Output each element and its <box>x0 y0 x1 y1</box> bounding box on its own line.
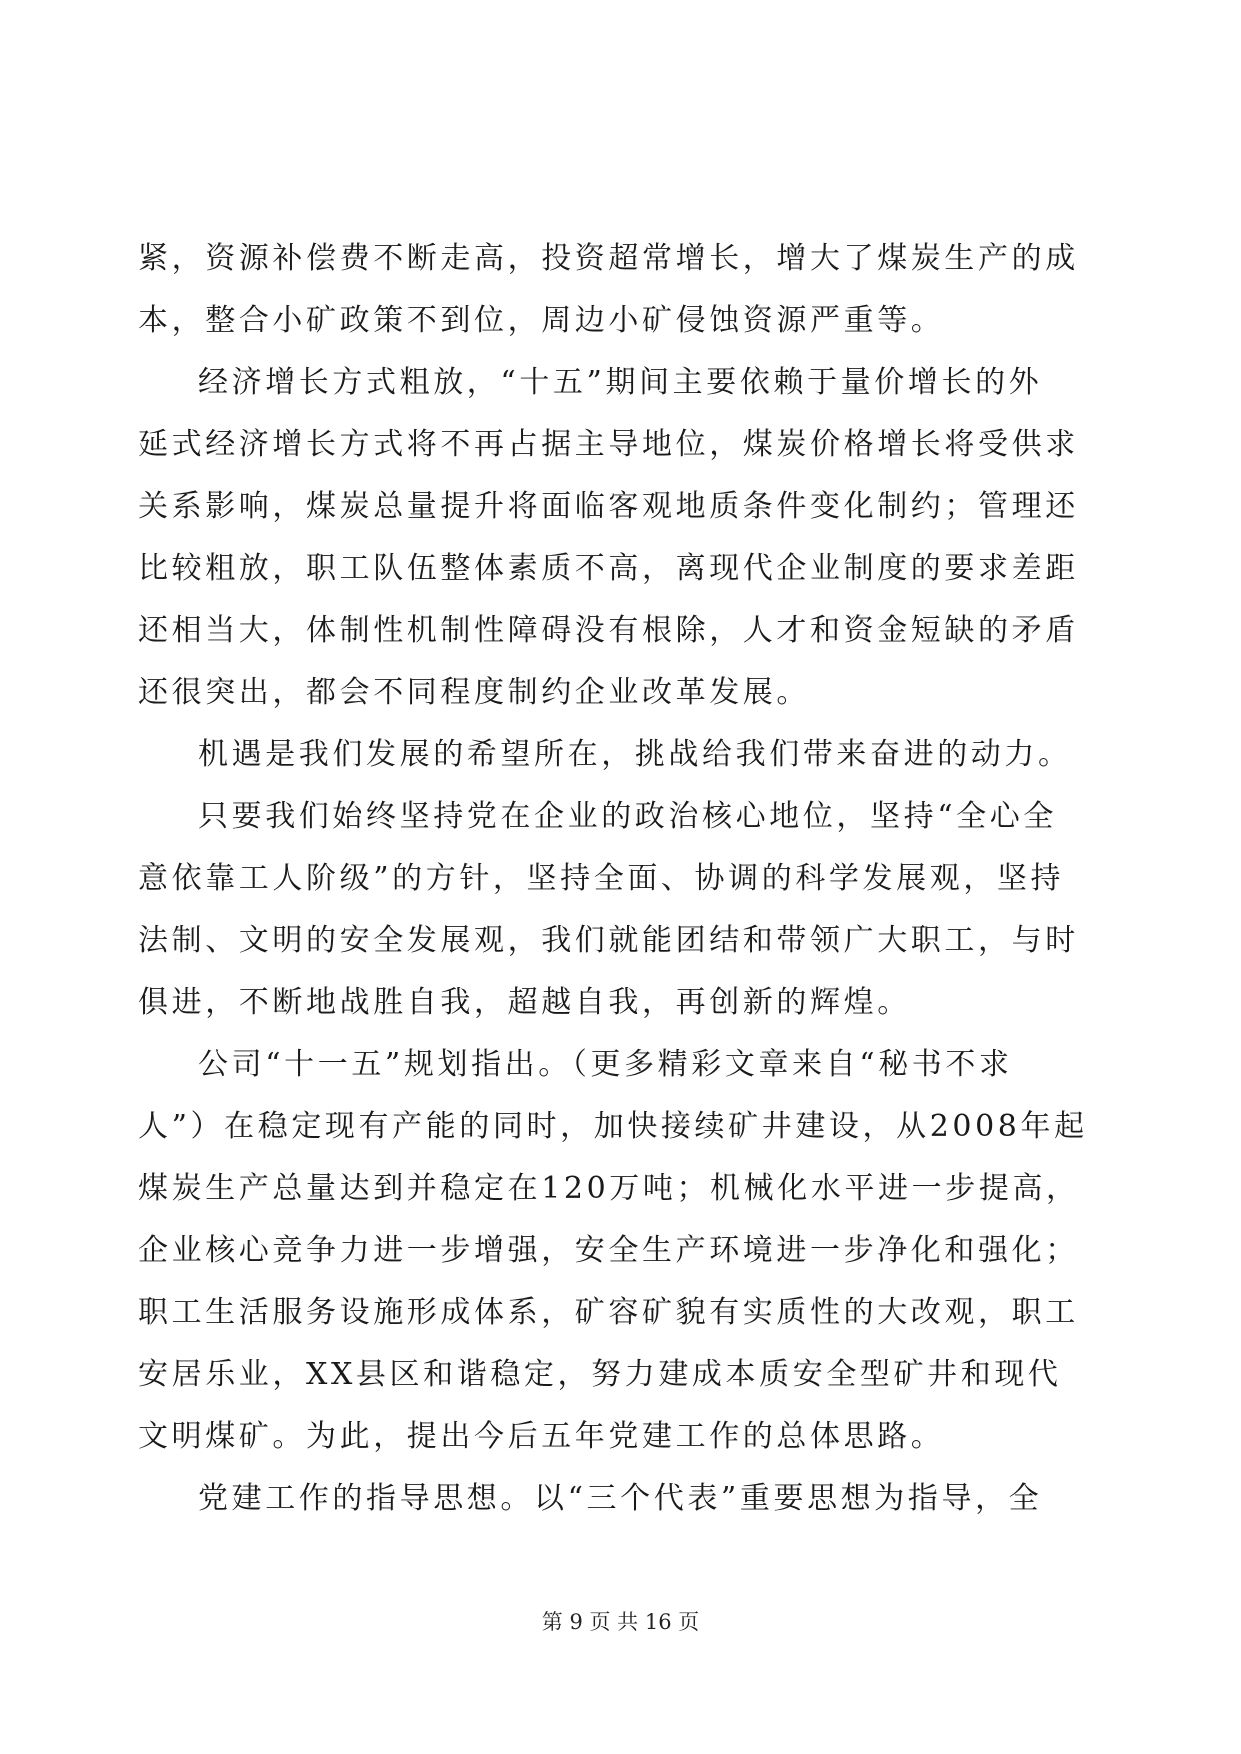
text-line: 本，整合小矿政策不到位，周边小矿侵蚀资源严重等。 <box>138 303 945 338</box>
text-line: 还很突出，都会不同程度制约企业改革发展。 <box>138 675 810 710</box>
page-footer <box>0 1608 1241 1636</box>
text-line: 关系影响，煤炭总量提升将面临客观地质条件变化制约；管理还 <box>138 489 1079 524</box>
paragraph-start-line: 机遇是我们发展的希望所在，挑战给我们带来奋进的动力。 <box>198 737 1072 772</box>
text-line: 人”）在稳定现有产能的同时，加快接续矿井建设，从2008年起 <box>138 1109 1088 1144</box>
text-line: 俱进，不断地战胜自我，超越自我，再创新的辉煌。 <box>138 985 911 1020</box>
text-line: 意依靠工人阶级”的方针，坚持全面、协调的科学发展观，坚持 <box>138 861 1065 896</box>
text-line: 文明煤矿。为此，提出今后五年党建工作的总体思路。 <box>138 1419 945 1454</box>
body-text <box>138 228 1098 1530</box>
text-line: 企业核心竞争力进一步增强，安全生产环境进一步净化和强化； <box>138 1233 1079 1268</box>
text-line: 延式经济增长方式将不再占据主导地位，煤炭价格增长将受供求 <box>138 427 1079 462</box>
paragraph-start-line: 党建工作的指导思想。以“三个代表”重要思想为指导，全 <box>198 1481 1043 1516</box>
text-line: 法制、文明的安全发展观，我们就能团结和带领广大职工，与时 <box>138 923 1079 958</box>
text-line: 紧，资源补偿费不断走高，投资超常增长，增大了煤炭生产的成 <box>138 241 1079 276</box>
text-line: 煤炭生产总量达到并稳定在120万吨；机械化水平进一步提高， <box>138 1171 1080 1206</box>
text-line: 还相当大，体制性机制性障碍没有根除，人才和资金短缺的矛盾 <box>138 613 1079 648</box>
text-line: 安居乐业，XX县区和谐稳定，努力建成本质安全型矿井和现代 <box>138 1357 1062 1392</box>
paragraph-start-line: 经济增长方式粗放，“十五”期间主要依赖于量价增长的外 <box>198 365 1043 400</box>
paragraph-start-line: 公司“十一五”规划指出。（更多精彩文章来自“秘书不求 <box>198 1047 1013 1082</box>
text-line: 比较粗放，职工队伍整体素质不高，离现代企业制度的要求差距 <box>138 551 1079 586</box>
page-number: 第 9 页 共 16 页 <box>541 1610 700 1634</box>
text-line: 职工生活服务设施形成体系，矿容矿貌有实质性的大改观，职工 <box>138 1295 1079 1330</box>
paragraph-start-line: 只要我们始终坚持党在企业的政治核心地位，坚持“全心全 <box>198 799 1057 834</box>
